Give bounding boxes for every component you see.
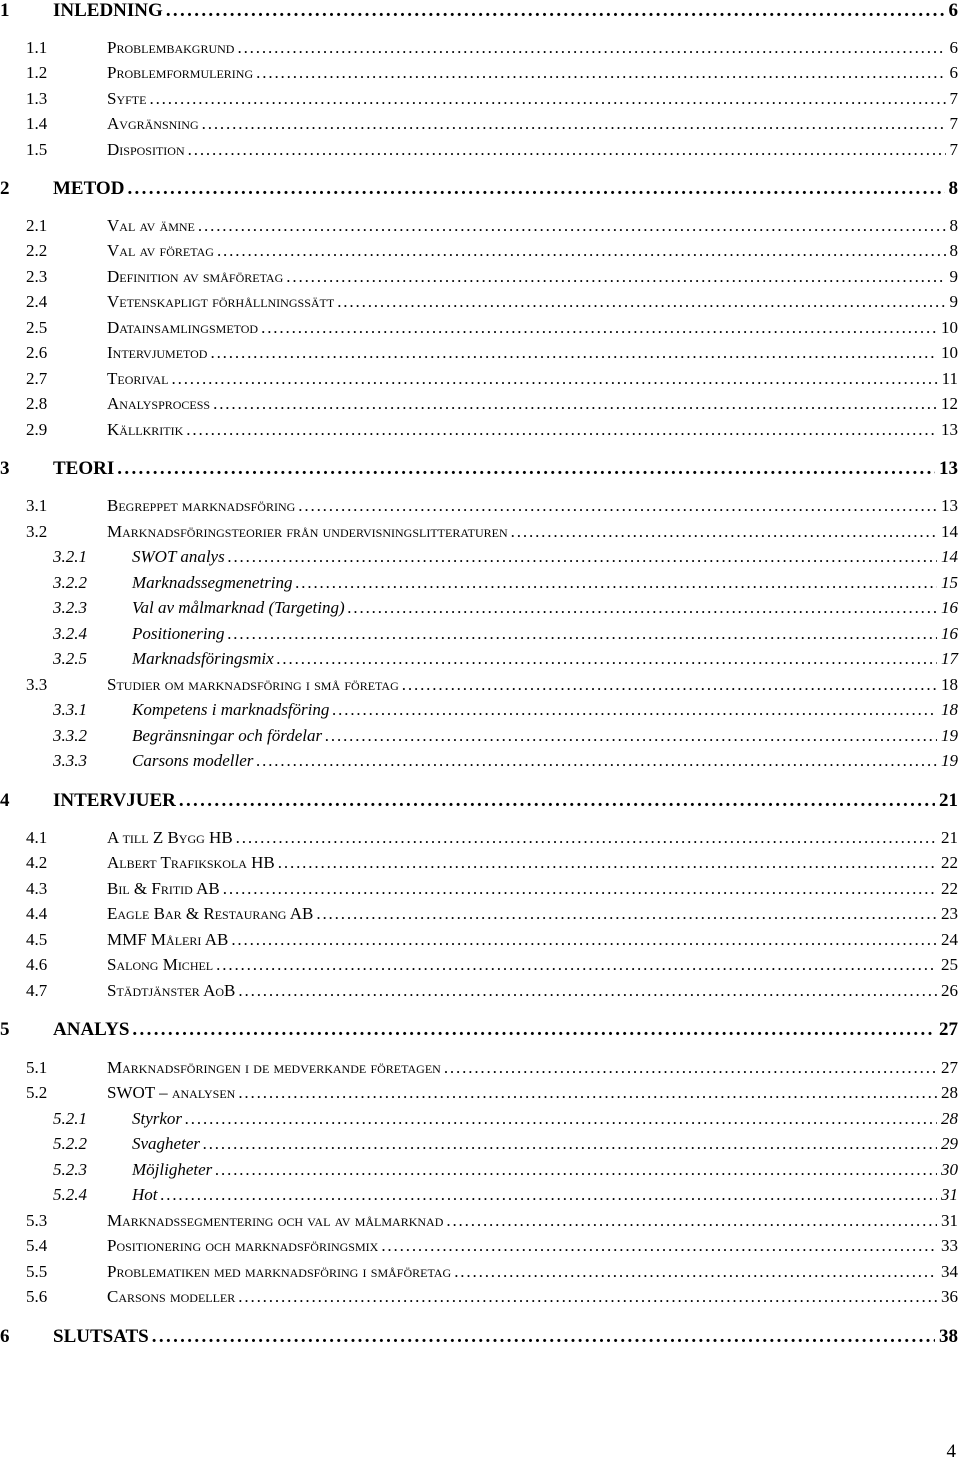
toc-entry-number: 1.4: [26, 114, 48, 133]
toc-entry-number: 5.2.4: [53, 1185, 87, 1204]
toc-entry-title: Studier om marknadsföring i små företag: [107, 675, 399, 694]
toc-entry-title: Begreppet marknadsföring: [107, 496, 296, 515]
toc-dot-leader: [332, 700, 937, 720]
toc-entry-page: 19: [941, 726, 958, 745]
toc-entry-title: Disposition: [107, 140, 185, 159]
toc-entry-page: 28: [941, 1083, 958, 1102]
toc-entry-number: 2.6: [26, 343, 48, 362]
toc-entry-title: Intervjumetod: [107, 343, 208, 362]
toc-entry-1-5[interactable]: [0, 140, 958, 164]
toc-dot-leader: [402, 675, 937, 695]
toc-entry-number: 5.6: [26, 1287, 48, 1306]
toc-dot-leader: [337, 292, 945, 312]
toc-dot-leader: [202, 114, 946, 134]
toc-entry-page: 34: [941, 1262, 958, 1281]
toc-entry-2[interactable]: [0, 178, 958, 202]
toc-dot-leader: [172, 369, 938, 389]
toc-entry-title: Vetenskapligt förhållningssätt: [107, 292, 335, 311]
toc-dot-leader: [256, 63, 945, 83]
toc-entry-number: 5.1: [26, 1058, 48, 1077]
toc-entry-page: 13: [941, 420, 958, 439]
toc-dot-leader: [256, 751, 937, 771]
toc-entry-number: 3.2.5: [53, 649, 87, 668]
toc-entry-4-1[interactable]: [0, 828, 958, 852]
toc-dot-leader: [444, 1058, 937, 1078]
toc-entry-3-1[interactable]: [0, 496, 958, 520]
toc-entry-4-5[interactable]: [0, 930, 958, 954]
toc-dot-leader: [217, 241, 946, 261]
toc-entry-number: 3.3.3: [53, 751, 87, 770]
toc-entry-page: 27: [939, 1019, 958, 1040]
toc-dot-leader: [278, 853, 937, 873]
toc-entry-title: Teorival: [107, 369, 169, 388]
toc-entry-title: Carsons modeller: [132, 751, 254, 770]
toc-entry-page: 28: [941, 1109, 958, 1128]
toc-entry-3[interactable]: [0, 458, 958, 482]
toc-entry-3-2-4[interactable]: [0, 624, 958, 648]
toc-entry-3-2-1[interactable]: [0, 547, 958, 571]
toc-dot-leader: [296, 573, 937, 593]
toc-entry-number: 5.5: [26, 1262, 48, 1281]
toc-entry-page: 23: [941, 904, 958, 923]
toc-entry-5-3[interactable]: [0, 1211, 958, 1235]
toc-entry-number: 4.6: [26, 955, 48, 974]
toc-entry-4[interactable]: [0, 790, 958, 814]
toc-entry-2-5[interactable]: [0, 318, 958, 342]
toc-entry-number: 2: [0, 178, 10, 199]
toc-dot-leader: [298, 496, 937, 516]
toc-entry-page: 21: [939, 790, 958, 811]
toc-dot-leader: [316, 904, 937, 924]
toc-dot-leader: [185, 1109, 937, 1129]
toc-entry-number: 2.1: [26, 216, 48, 235]
toc-entry-1-4[interactable]: [0, 114, 958, 138]
toc-entry-title: Datainsamlingsmetod: [107, 318, 259, 337]
toc-entry-number: 3.3: [26, 675, 48, 694]
toc-entry-page: 7: [949, 89, 958, 108]
toc-entry-6[interactable]: [0, 1326, 958, 1350]
toc-dot-leader: [127, 178, 944, 200]
toc-dot-leader: [277, 649, 937, 669]
toc-entry-3-3-2[interactable]: [0, 726, 958, 750]
toc-entry-page: 9: [949, 292, 958, 311]
toc-entry-number: 2.9: [26, 420, 48, 439]
toc-entry-1-2[interactable]: [0, 63, 958, 87]
toc-entry-2-3[interactable]: [0, 267, 958, 291]
toc-dot-leader: [216, 955, 937, 975]
toc-dot-leader: [132, 1019, 935, 1041]
toc-entry-5-2-4[interactable]: [0, 1185, 958, 1209]
toc-entry-title: INLEDNING: [53, 0, 163, 21]
toc-entry-page: 12: [941, 394, 958, 413]
toc-entry-page: 14: [941, 522, 958, 541]
toc-entry-number: 5.2: [26, 1083, 48, 1102]
toc-entry-5-1[interactable]: [0, 1058, 958, 1082]
toc-dot-leader: [152, 1326, 935, 1348]
toc-entry-number: 3.2.4: [53, 624, 87, 643]
toc-entry-title: Problematiken med marknadsföring i småföretag: [107, 1262, 452, 1281]
toc-dot-leader: [238, 1083, 937, 1103]
toc-entry-title: Analysprocess: [107, 394, 211, 413]
toc-entry-title: MMF Måleri AB: [107, 930, 229, 949]
toc-entry-number: 3.1: [26, 496, 48, 515]
toc-entry-title: Salong Michel: [107, 955, 214, 974]
toc-dot-leader: [166, 0, 945, 22]
toc-entry-page: 24: [941, 930, 958, 949]
toc-dot-leader: [179, 790, 935, 812]
toc-entry-number: 2.7: [26, 369, 48, 388]
toc-dot-leader: [210, 343, 937, 363]
toc-entry-page: 13: [939, 458, 958, 479]
toc-entry-page: 22: [941, 853, 958, 872]
toc-entry-page: 30: [941, 1160, 958, 1179]
toc-entry-page: 9: [949, 267, 958, 286]
toc-entry-number: 5: [0, 1019, 10, 1040]
toc-entry-page: 7: [949, 114, 958, 133]
toc-entry-5-6[interactable]: [0, 1287, 958, 1311]
toc-entry-page: 16: [941, 598, 958, 617]
toc-entry-2-8[interactable]: [0, 394, 958, 418]
toc-entry-page: 22: [941, 879, 958, 898]
toc-entry-page: 29: [941, 1134, 958, 1153]
toc-entry-title: Positionering: [132, 624, 225, 643]
toc-entry-number: 5.4: [26, 1236, 48, 1255]
toc-entry-5[interactable]: [0, 1019, 958, 1043]
toc-entry-page: 10: [941, 343, 958, 362]
toc-entry-number: 3.3.1: [53, 700, 87, 719]
toc-entry-title: TEORI: [53, 458, 115, 479]
toc-dot-leader: [188, 140, 946, 160]
toc-entry-title: Städtjänster AoB: [107, 981, 236, 1000]
toc-entry-title: Marknadsföringsmix: [132, 649, 274, 668]
toc-entry-title: Marknadssegmenetring: [132, 573, 293, 592]
toc-entry-3-3[interactable]: [0, 675, 958, 699]
toc-entry-page: 14: [941, 547, 958, 566]
toc-dot-leader: [446, 1211, 937, 1231]
toc-dot-leader: [161, 1185, 938, 1205]
toc-entry-5-2-2[interactable]: [0, 1134, 958, 1158]
toc-entry-number: 4: [0, 790, 10, 811]
toc-entry-2-9[interactable]: [0, 420, 958, 444]
toc-dot-leader: [511, 522, 937, 542]
toc-entry-number: 1: [0, 0, 10, 21]
toc-entry-number: 3.3.2: [53, 726, 87, 745]
toc-dot-leader: [261, 318, 937, 338]
toc-entry-3-2-3[interactable]: [0, 598, 958, 622]
toc-entry-title: Carsons modeller: [107, 1287, 236, 1306]
toc-entry-3-3-3[interactable]: [0, 751, 958, 775]
toc-entry-title: SWOT – analysen: [107, 1083, 236, 1102]
toc-entry-title: Problembakgrund: [107, 38, 235, 57]
toc-entry-page: 11: [941, 369, 958, 388]
toc-dot-leader: [237, 38, 945, 58]
toc-entry-4-3[interactable]: [0, 879, 958, 903]
toc-entry-number: 5.2.2: [53, 1134, 87, 1153]
toc-entry-5-4[interactable]: [0, 1236, 958, 1260]
toc-entry-number: 1.2: [26, 63, 48, 82]
toc-entry-number: 1.3: [26, 89, 48, 108]
toc-entry-5-2-3[interactable]: [0, 1160, 958, 1184]
toc-entry-title: Avgränsning: [107, 114, 199, 133]
toc-dot-leader: [213, 394, 937, 414]
toc-entry-title: Hot: [132, 1185, 158, 1204]
toc-entry-title: Albert Trafikskola HB: [107, 853, 275, 872]
toc-dot-leader: [238, 1287, 937, 1307]
toc-dot-leader: [325, 726, 937, 746]
toc-entry-number: 5.2.1: [53, 1109, 87, 1128]
toc-entry-page: 15: [941, 573, 958, 592]
toc-dot-leader: [236, 828, 937, 848]
toc-entry-page: 36: [941, 1287, 958, 1306]
toc-entry-number: 3: [0, 458, 10, 479]
toc-entry-number: 1.1: [26, 38, 48, 57]
toc-entry-title: Kompetens i marknadsföring: [132, 700, 330, 719]
toc-entry-page: 17: [941, 649, 958, 668]
toc-entry-page: 6: [949, 38, 958, 57]
toc-dot-leader: [238, 981, 937, 1001]
toc-entry-page: 6: [949, 63, 958, 82]
toc-entry-page: 27: [941, 1058, 958, 1077]
toc-entry-number: 4.5: [26, 930, 48, 949]
toc-entry-page: 7: [949, 140, 958, 159]
toc-entry-number: 5.2.3: [53, 1160, 87, 1179]
toc-entry-number: 2.3: [26, 267, 48, 286]
toc-entry-number: 3.2.2: [53, 573, 87, 592]
toc-entry-5-2[interactable]: [0, 1083, 958, 1107]
toc-entry-page: 19: [941, 751, 958, 770]
toc-entry-title: Marknadsföringen i de medverkande företagen: [107, 1058, 441, 1077]
toc-entry-title: Val av målmarknad (Targeting): [132, 598, 345, 617]
toc-entry-title: Eagle Bar & Restaurang AB: [107, 904, 314, 923]
toc-entry-3-3-1[interactable]: [0, 700, 958, 724]
toc-entry-2-7[interactable]: [0, 369, 958, 393]
toc-entry-4-6[interactable]: [0, 955, 958, 979]
toc-entry-page: 38: [939, 1326, 958, 1347]
toc-dot-leader: [454, 1262, 937, 1282]
toc-entry-5-5[interactable]: [0, 1262, 958, 1286]
toc-entry-page: 31: [941, 1185, 958, 1204]
toc-entry-3-2-2[interactable]: [0, 573, 958, 597]
toc-entry-title: Styrkor: [132, 1109, 183, 1128]
toc-entry-title: Syfte: [107, 89, 147, 108]
toc-entry-title: Bil & Fritid AB: [107, 879, 220, 898]
toc-entry-page: 26: [941, 981, 958, 1000]
toc-dot-leader: [198, 216, 946, 236]
toc-entry-title: Definition av småföretag: [107, 267, 284, 286]
toc-entry-number: 3.2.3: [53, 598, 87, 617]
page-number: 4: [946, 1441, 956, 1462]
toc-entry-title: Svagheter: [132, 1134, 200, 1153]
toc-dot-leader: [203, 1134, 937, 1154]
toc-entry-2-1[interactable]: [0, 216, 958, 240]
toc-entry-number: 3.2.1: [53, 547, 87, 566]
toc-entry-title: SLUTSATS: [53, 1326, 149, 1347]
toc-entry-title: Begränsningar och fördelar: [132, 726, 323, 745]
toc-entry-number: 3.2: [26, 522, 48, 541]
toc-dot-leader: [231, 930, 937, 950]
toc-dot-leader: [149, 89, 945, 109]
toc-entry-number: 6: [0, 1326, 10, 1347]
toc-entry-title: METOD: [53, 178, 125, 199]
toc-entry-number: 2.2: [26, 241, 48, 260]
toc-dot-leader: [186, 420, 937, 440]
toc-entry-number: 1.5: [26, 140, 48, 159]
toc-entry-number: 4.4: [26, 904, 48, 923]
toc-entry-page: 21: [941, 828, 958, 847]
toc-entry-title: Marknadsföringsteorier från undervisningslitteraturen: [107, 522, 508, 541]
toc-entry-number: 2.4: [26, 292, 48, 311]
toc-entry-3-2[interactable]: [0, 522, 958, 546]
toc-entry-page: 6: [948, 0, 958, 21]
toc-dot-leader: [228, 547, 937, 567]
toc-entry-number: 2.8: [26, 394, 48, 413]
toc-entry-page: 8: [949, 241, 958, 260]
toc-dot-leader: [348, 598, 937, 618]
toc-entry-number: 4.3: [26, 879, 48, 898]
toc-entry-4-7[interactable]: [0, 981, 958, 1005]
toc-entry-number: 4.2: [26, 853, 48, 872]
toc-dot-leader: [381, 1236, 937, 1256]
toc-entry-title: Möjligheter: [132, 1160, 213, 1179]
toc-entry-number: 2.5: [26, 318, 48, 337]
toc-entry-page: 33: [941, 1236, 958, 1255]
toc-entry-1-1[interactable]: [0, 38, 958, 62]
toc-entry-title: Problemformulering: [107, 63, 254, 82]
toc-entry-2-2[interactable]: [0, 241, 958, 265]
toc-entry-title: Val av ämne: [107, 216, 195, 235]
toc-entry-number: 4.7: [26, 981, 48, 1000]
toc-entry-page: 31: [941, 1211, 958, 1230]
toc-entry-2-6[interactable]: [0, 343, 958, 367]
toc-entry-2-4[interactable]: [0, 292, 958, 316]
toc-dot-leader: [286, 267, 945, 287]
toc-entry-number: 5.3: [26, 1211, 48, 1230]
toc-entry-page: 18: [941, 675, 958, 694]
toc-dot-leader: [228, 624, 937, 644]
toc-entry-4-4[interactable]: [0, 904, 958, 928]
toc-entry-4-2[interactable]: [0, 853, 958, 877]
toc-entry-page: 25: [941, 955, 958, 974]
toc-entry-1[interactable]: [0, 0, 958, 24]
toc-entry-title: SWOT analys: [132, 547, 225, 566]
toc-entry-page: 8: [949, 216, 958, 235]
toc-entry-title: Val av företag: [107, 241, 214, 260]
toc-entry-title: Marknadssegmentering och val av målmarknad: [107, 1211, 444, 1230]
toc-entry-title: ANALYS: [53, 1019, 130, 1040]
toc-entry-1-3[interactable]: [0, 89, 958, 113]
toc-entry-number: 4.1: [26, 828, 48, 847]
toc-entry-page: 13: [941, 496, 958, 515]
toc-entry-title: INTERVJUER: [53, 790, 176, 811]
toc-dot-leader: [117, 458, 935, 480]
toc-entry-title: Källkritik: [107, 420, 184, 439]
toc-dot-leader: [215, 1160, 937, 1180]
toc-entry-3-2-5[interactable]: [0, 649, 958, 673]
toc-dot-leader: [223, 879, 937, 899]
toc-entry-5-2-1[interactable]: [0, 1109, 958, 1133]
toc-entry-page: 18: [941, 700, 958, 719]
toc-entry-page: 10: [941, 318, 958, 337]
toc-entry-title: A till Z Bygg HB: [107, 828, 233, 847]
toc-entry-title: Positionering och marknadsföringsmix: [107, 1236, 379, 1255]
toc-entry-page: 16: [941, 624, 958, 643]
toc-entry-page: 8: [948, 178, 958, 199]
